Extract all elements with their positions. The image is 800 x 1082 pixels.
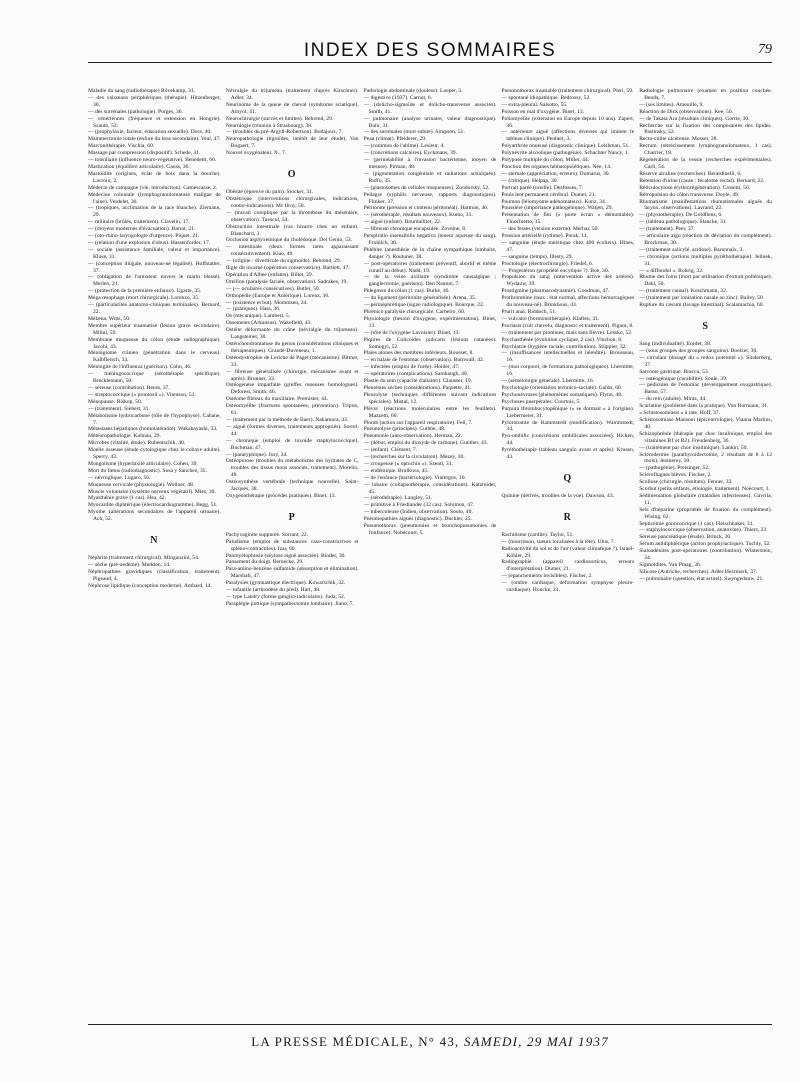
index-entry: — (traitement causal). Koschmann, 32. [639, 288, 728, 295]
page-footer [88, 1024, 772, 1064]
index-entry: — (traitement). Peer, 37. [639, 226, 695, 233]
index-entry: Microbes (vitalité, étude). Rubentschik, 40. [88, 440, 186, 447]
index-entry: Neurinome de la queue de cheval (syndrome sciatique). Amyot, 41. [225, 101, 359, 115]
index-entry: Poisson en mal d'oxygène. Binet, 13. [501, 108, 585, 115]
index-entry: Ostéome fibreux du maxillaire. Premister, 44. [225, 396, 329, 403]
index-entry: — (plastosomes de cellules muqueuses). Zoodorsky, 52. [363, 184, 490, 191]
index-entry: Ménopause. Biskop, 50. [88, 398, 143, 405]
index-entry: Myome (altérations secondaires de l'appareil urinaire). Ach, 52. [88, 509, 221, 523]
index-entry: Plomb (action sur l'appareil respiratoire). Feil, 7. [363, 419, 473, 426]
index-entry: — opératoires (complications). Sambaugh, 48. [363, 371, 469, 378]
index-entry: — lobaire (collapsothérapie, considérations). Katzreider, 45. [363, 481, 497, 495]
index-entry: Opération d'Albee (enfants). Billet, 39. [225, 271, 314, 278]
index-entry: Néphrite (traitement chirurgical). Minganzini, 54. [88, 555, 200, 562]
index-entry: — (troubles du pré-Argyll-Robertson). Budajoux, 7. [225, 129, 343, 136]
index-entry: Schizophrénie (thérapie par choc insulinique, emploi des vitamines B1 et B2). Freudenberg, 36. [639, 430, 772, 444]
index-entry: Œgle dit incarné (opération conservatrice). Bartlett, 47. [225, 265, 350, 272]
index-entry: Recherche sur la fixation des composantes des lipides. Pastinsky, 52. [639, 122, 772, 136]
index-entry: Muqueuse cervicale (physiologie). Wollner, 48. [88, 481, 195, 488]
index-entry: — (oto-rhino-laryngologie d'urgence). Piquet, 21. [88, 233, 200, 240]
index-entry: Ponction des organes hématopoïétiques. Née, 14. [501, 163, 612, 170]
index-entry: — périnéphrétique (signe radiologique). Bourque, 22. [363, 302, 485, 309]
index-entry: Schistosomiase Mansoni (épicentrologie). Vianna Martins, 40. [639, 416, 772, 430]
index-entry: — (conception illogale, nouveau-né légalisé). Hoffstatter, 37. [88, 260, 221, 274]
index-entry: — des fesses (version externe). Merhar, 50. [501, 226, 599, 233]
issue-date: SAMEDI, 29 MAI 1937 [463, 1034, 609, 1049]
index-entry: — (insuffisances intellectuelles et hérédité). Brousseau, 16. [501, 350, 635, 364]
index-entry: — sternale (appréciation, erreurs). Domarus, 30. [501, 170, 610, 177]
section-letter: Q [563, 472, 573, 484]
index-entry: — du rein (adulte). Mintz, 44. [639, 396, 707, 403]
index-entry: — (relation d'une explosion d'obus). Hassenforder, 17. [88, 239, 211, 246]
index-entry: Mastoïdite (origines, éclat de bois dans la bouche). Lacroix, 2. [88, 170, 221, 184]
index-entry: Pneumolyse (principes). Cuthbe, 48. [363, 426, 446, 433]
index-entry: — (paratyphique). Jury, 34. [225, 451, 288, 458]
index-entry: Sels d'héparine (propriétés de fixation du complément). Wising, 62. [639, 506, 772, 520]
index-column [88, 88, 221, 1012]
index-entry: — des surrénales (mort subite). Simpson, 51. [363, 129, 465, 136]
index-entry: — (physiothérapie). De Goldfiens, 6. [639, 212, 723, 219]
index-entry: — de la veine axillaire (syndrome causalgique ; ganglectomie, guérison). Den Nauton, 7. [363, 274, 497, 288]
index-entry: Ostéogenèse imparfaite (greffes osseuses homologues). Deforest, Smith, 46. [225, 382, 359, 396]
index-entry: — vénériennes (fréquence et extension en Hongrie). Szanto, 52. [88, 115, 221, 129]
index-entry: — sanguine (étude statistique chez 400 écoliers). Hines, 47. [501, 239, 635, 253]
index-entry: Rétropulsion du côlon transverse. Doyle, 49. [639, 191, 740, 198]
index-entry: Radiographie (appareil cardiosorticus, erreurs d'interprétation). Dumer, 21. [501, 559, 635, 573]
index-entry: — aiguë (enfant). Bourdaillier, 22. [363, 219, 442, 226]
index-entry: Médecine coloniale (lymphogranulomatose maligne de l'aine). Verdelet, 30. [88, 191, 221, 205]
index-entry: — (prophylaxie, facteur, éducation sexuelle). Dora, 40. [88, 129, 212, 136]
index-entry: Mammectomie totale (enfure du bras secondaire). Veal, 47. [88, 136, 221, 143]
index-entry: Purpura thrombocytopénique (« se dormait » à l'origine). Liebermeier, 31. [501, 405, 635, 419]
index-entry: Plèvre (réactions moléculaires entre les feuillets). Mazzetti, 60. [363, 405, 497, 419]
index-entry: Scoliose (chirurgie, résultats). Fenner, 33. [639, 479, 733, 486]
index-entry: — sanguine (temps). Illesty, 29. [501, 253, 573, 260]
index-entry: Pneumopathies aiguës (diagnostic). Duckler, 25. [363, 516, 472, 523]
index-column [639, 88, 772, 1012]
index-entry: — streptococcique (« prontosil »). Vitenson, 51. [88, 391, 196, 398]
index-entry: — « diffondol ». Rohrig, 32. [639, 267, 704, 274]
index-entry: Nouvel oxygénateur. X., 7. [225, 150, 287, 157]
index-entry: Néphrose lipidique (conception moderne). Ambard, 14. [88, 582, 212, 589]
index-entry: Perspiratio insensibilis negativa (teneur aqueuse du sang). Frohlich, 36. [363, 233, 497, 246]
index-entry: — primitive à Friedlander (32 cas). Solomon, 47. [363, 502, 475, 509]
index-entry: — des surrénales (pathologie). Porges, 36. [88, 108, 183, 115]
index-entry: — (pathogénie). Preisinger, 52. [639, 465, 710, 472]
index-entry: Peau (climat). Pfeiderer, 29. [363, 136, 427, 143]
index-entry: — (traitement). Siebert, 31. [88, 405, 150, 412]
index-entry: — névroglique. Lugaro, 56. [88, 474, 151, 481]
index-entry: — (protection de la première enfance). Ugarte, 35. [88, 288, 202, 295]
index-entry: Polynévrite alcoolique (pathogénie). Schachter Nancy, 1. [501, 150, 630, 157]
index-entry: Psychiatrie (hygiène raciale, contribution). Stüppler, 32. [501, 343, 627, 350]
index-entry: — ostéogénique (curabilité). Soule, 39. [639, 375, 728, 382]
index-entry: Membre supérieur traumatisé (lésion grave secondaire). Millul, 59. [88, 322, 221, 336]
index-entry: — sèche (pré-oedème). Merklen, 14. [88, 562, 171, 568]
index-entry: Pression artérielle (rythme). Porak, 11. [501, 233, 589, 240]
section-letter: R [563, 511, 572, 523]
index-entry: Réticulocytose érythrorégénération). Crosetti, 56. [639, 184, 751, 191]
index-entry: Prostigmine (pharmacodynamie). Goodman, 47. [501, 288, 610, 295]
index-entry: Occlusion asphyxemique du cholédoque. Del Genio, 53. [225, 237, 353, 244]
index-entry: Oxygénothérapie (procédés pratiques). Binet, 13. [225, 492, 336, 499]
index-entry: Piqûres de Culicoides pulicaris (lésions cutanées). Somogyi, 52. [363, 336, 497, 350]
index-entry: Sang (individualité). Eordet, 38. [639, 341, 712, 347]
index-entry: Sigmoïdites. Van Praag, 36. [639, 562, 702, 568]
index-entry: — chronique (emploi de toxoïde staphylococcique). Buchman, 47. [225, 437, 359, 451]
index-entry: Plaies atones des membres inférieurs. Rousset, 8. [363, 350, 474, 357]
index-entry: — méningococcique (sérothérapie spécifique). Brecklemann, 50. [88, 371, 221, 385]
index-entry: — intestinale (deux formes rares apparaissant consécutivement). Kiao, 49. [225, 244, 359, 258]
page-title: INDEX DES SOMMAIRES [303, 40, 557, 61]
index-entry: Rhumatisme (manifestations rhumatismales aiguës du larynx, observations). Lavrand, 22. [639, 198, 772, 212]
index-entry: Pyo-ombilic (concrétions ombilicales associées). Hicken, 44. [501, 433, 635, 447]
index-entry: — (tropiques, acclimation de la race blanche). Ziemann, 29. [88, 205, 221, 219]
index-entry: — du ligament (péritonite généralisée). Arena, 35. [363, 295, 477, 302]
index-entry: — infantile (arthrodèse du pied). Hart, 48. [225, 587, 321, 594]
index-entry: — en balaie de l'estomac (observation). Burnwall, 42. [363, 357, 485, 364]
index-entry: Os (mécanique). Lambert, 5. [225, 313, 291, 320]
index-entry: Recto-colite ulcéreuse. Mosser, 28. [639, 136, 718, 143]
index-entry: Plastie du sein (capacité d'allaiter). Glausser, 19. [363, 378, 473, 385]
index-entry: — (existence et but). Mommsen, 24. [225, 299, 308, 306]
index-entry: Psychasthénie (évolution cyclique, 2 cas). Vinchon, 8. [501, 336, 623, 343]
index-entry: Oreillon (paralysie faciale, observation). Sadrakes, 19. [225, 278, 348, 285]
index-entry: Myocardite diphtérique (électrocardiogramme). Begg, 51. [88, 502, 218, 509]
index-entry: — fibreuse généralisée (chirurgie, mécanisme avant et après). Brunner, 33. [225, 368, 359, 382]
index-entry: — antérieure aiguë (affections diverses qui imitent le tableau clinique). Penhert, 3. [501, 129, 635, 143]
index-entry: Maladie du sang (radiothérapie) Rövekamp, 31. [88, 88, 196, 94]
index-entry: Pyréthothérapie (tableau sanguin avant et après). Krusen, 43. [501, 447, 635, 461]
index-entry: Poussière (importance pathogénique). Watjen, 29. [501, 205, 613, 212]
journal-issue: LA PRESSE MÉDICALE, N° 43, [251, 1034, 460, 1049]
index-entry: Ostéoporose (troubles du métabolisme des hydrates de C, troubles des tissus mous associés, traitement). Morelio, 48. [225, 458, 359, 479]
index-entry: Psoriasis (cuir chevelu, diagnostic et traitement). Pignot, 8. [501, 322, 634, 329]
index-column [364, 88, 497, 1012]
index-entry: Mélæna. Witts, 50. [88, 315, 131, 322]
index-entry: Moelle osseuse (étude cytologique chez le cobaye adulte). Sperry, 43. [88, 447, 221, 461]
index-entry: Para-amino-benzène sulfamide (absorption et élimination). Marshall, 47. [225, 566, 359, 580]
index-entry: Rachitisme (cardite). Taylor, 51. [501, 531, 574, 538]
footer-rule [88, 1024, 772, 1025]
index-entry: Présentation de fîm (« porte écran » démontable). Finochietto, 35. [501, 212, 635, 226]
index-entry: Ostéite déformante du crâne (névralgie du trijumeau). Langsteiner, 30. [225, 327, 359, 341]
index-entry: Sédimentation globulaire (maladies infectieuses). Gavrila, 11. [639, 492, 772, 506]
index-entry: Ostéomyélite (fractures spontanées, prévention). Tripon, 61. [225, 403, 359, 417]
index-entry: Séreuse pancréatique (étude). Brinck, 30. [639, 534, 732, 541]
index-entry: — type Landry (forme ganglio-radiculaire). Juda, 52. [225, 594, 346, 600]
index-entry: — (rôle de l'oxygène Lavoisier). Binet, 13. [363, 329, 460, 336]
index-entry: Septicémie gonococcique (1 cas). Fleischhaker, 31. [639, 520, 754, 527]
index-entry: Pellagre (syphilis nerveuse, rapports diagnostiques). Flinker, 37. [363, 191, 497, 205]
index-entry: — aiguë (formes diverses, traitements appropriés). Sorrel, 44. [225, 423, 359, 437]
index-entry: — (commun de l'abîme). Lesieur, 4. [363, 143, 445, 150]
index-entry: Métastases hépatiques (homolatéralité). Wakabayashi, 33. [88, 426, 218, 433]
index-entry: Méga œsophage (mort chirurgicale). Lorenzo, 35. [88, 295, 200, 302]
index-entry: Rectum (rétrécissement lymphogranulomateux, 1 cas). Charrier, 18. [639, 143, 772, 157]
index-entry: Scléroflugues blèves. Fischer, 2. [639, 472, 712, 479]
index-entry: — (nourrisson, sueurs localisées à la tête). Ulus, 7. [501, 538, 616, 545]
index-entry: — Progestéron (propriété eucytique ?). Boe, 30. [501, 267, 610, 274]
index-entry: Muscle volontaire (système nerveux végétatif). Mies, 30. [88, 488, 216, 495]
index-entry: Radioactivité du sol et de l'air (valeur climatique ?). Israel-Köhler, 29. [501, 545, 635, 559]
index-entry: Phrénico paralysie chirurgicale. Carbeiro, 60. [363, 309, 466, 315]
index-entry: — digestive (1937). Carnot, 6. [363, 94, 433, 101]
index-entry: Physiologie (besoin d'oxygène, expérimentation). Binet, 13. [363, 315, 497, 329]
index-entry: — (séméiologie générale). Lhermitte, 16. [501, 378, 595, 385]
index-entry: — des vaisseaux périphériques (thérapie). Hitzenberger, 30. [88, 94, 221, 108]
index-entry: Péritonite (pression et contenu péritonéal). Harmon, 46. [363, 205, 489, 212]
index-entry: — (sérothérapie). Langley, 51. [363, 495, 433, 502]
section-letter: N [150, 535, 159, 547]
index-entry: — fibreuse chronique encapsulée. Zoveine, 8. [363, 226, 467, 233]
index-entry: Ostéodystrophie de Leriche de Paget (mécanisme). Bittner, 33. [225, 354, 359, 368]
index-entry: Néphropathies gravidiques (classification, traitement). Pigeaud, 4. [88, 568, 221, 582]
index-entry: — (tableau pathologique). Slancke, 31. [639, 219, 727, 226]
header-rule [88, 62, 772, 63]
index-entry: — (moyens modernes d'évacuation). Barrat, 21. [88, 226, 196, 233]
index-entry: Médecin de campagne (vie, introduction). Camescasse, 2. [88, 184, 218, 191]
index-entry: Rhume des foins (mort par utilisation d'extrait pollénique). Dahl, 50. [639, 274, 772, 288]
index-entry: Quinine (dérivés, troubles de la vue). Dawson, 43. [501, 492, 615, 499]
index-entry: — pédicules de l'estomac (développement exogastrique). Basso, 57. [639, 382, 772, 396]
index-entry: Massage par compression (dispositif). Schede, 31. [88, 150, 201, 157]
index-entry: Neurochirurgie (succès et limites). Behrend, 29. [225, 115, 334, 122]
index-entry: — (traitement par la méthode de Baer). Nakamura, 33. [225, 416, 349, 423]
index-entry: Orthopédie (Europe et Amérique). Lorenz, 36. [225, 292, 330, 299]
index-entry: — (pratiques). Hass, 36. [225, 306, 281, 313]
index-entry: — infectées (emploi de l'urée). Holder, 47. [363, 364, 460, 371]
page-header [88, 18, 772, 68]
index-entry: Pneumothorax insatiable (traitement chirurgical). Pieri, 59. [501, 88, 634, 94]
index-entry: — spontané idiopathique. Bedrossy, 52. [501, 94, 591, 101]
index-entry: — (perméabilité à l'invasion bactérienne, moyen de mesure). Pirman, 48. [363, 157, 497, 170]
index-entry: Propulsion du sang (intervention active des artères). Wydauw, 39. [501, 274, 635, 288]
index-entry: Mastication (équilibre articulaire). Gaoss, 36. [88, 163, 190, 170]
index-entry: — (sous groupes des groupes sanguins). Boelzer, 30. [639, 347, 758, 354]
index-entry: — chronique (actions multiples pyréthothérapie). Jelinek, 31. [639, 253, 772, 267]
index-entry: Polyarthrite noueuse (diagnostic clinique). Leishman, 51. [501, 143, 630, 150]
index-entry: Sialoadénites post-opératoires (contribution). Winterstein, 34. [639, 548, 772, 562]
index-entry: — circulant (dosage du « redox potentiel »). Sinderberg, 37. [639, 354, 772, 368]
index-entry: — (origine : diverticule du sigmoïde). Behrend, 29. [225, 258, 342, 265]
index-entry: Portrait paréé (oreille). Desfosses, 7. [501, 184, 584, 191]
index-entry: Névralgie du trijumeau (traitement d'après Kirschner). Adler, 34. [225, 88, 359, 101]
index-entry: « Schistosomiasis » à rate. Hoff, 37. [639, 410, 721, 417]
index-entry: — (sérothérapie, résultats nouveaux). Kumo, 31. [363, 212, 473, 219]
index-entry: Pathologie abdominale (douleur). Loeper, 3. [363, 88, 463, 94]
index-entry: — (dolicho-sigmoïde et dolicho-transverse associés). Smith, 41. [363, 101, 497, 115]
index-entry: Pylorotomie de Rammstedt (modification). Wammstedt, 34. [501, 419, 635, 433]
index-entry: Neurologie (réunion à Strasbourg). 38. [225, 122, 313, 129]
index-entry: — (concrétions calcaires). Eyckmans, 39. [363, 150, 457, 157]
index-entry: Paralysies (gymnastique électrique). Kowarschik, 32. [225, 580, 346, 587]
index-entry: — de l'enfance (bactériologie). Vintergov, 10. [363, 474, 466, 481]
index-entry: Météoropathologie. Kuhnau, 29. [88, 433, 161, 440]
index-entry: — de Takata Ara (résultats cliniques). Gorrie, 30. [639, 115, 750, 122]
index-entry: — pulmonaire (analyse urinaire, valeur diagnostique). Buhr, 31. [363, 115, 497, 129]
index-entry: — séreuse (contribution). Reuss, 37. [88, 384, 170, 391]
index-entry: Régénération de la vessie (recherches expérimentales). Carli, 54. [639, 157, 772, 170]
index-entry: Pouls lent permanent cérébral. Dumer, 21. [501, 191, 596, 198]
index-entry: Prurit anal. Riddoch, 51. [501, 309, 557, 315]
index-entry: — staphylococcique (observation, anatoxine). Thiers, 23. [639, 527, 768, 534]
index-entry: Obésité (épreuve du pain). Stocker, 31. [225, 189, 314, 196]
index-entry: Ostéosynthèse vertébrale (technique nouvelle). Saint-Jacques, 38. [225, 479, 359, 493]
index-entry: — (obligation de l'armateur envers le marin blessé). Merlen, 21. [88, 274, 221, 288]
footer-line [88, 1034, 772, 1050]
index-entry: Polypose multiple du côlon. Miller, 44. [501, 157, 590, 164]
index-entry: — (traitement par ionisation nasale au zinc). Bailey, 50. [639, 295, 765, 302]
section-letter: O [287, 169, 297, 181]
index-entry: Radiologie pulmonaire (examen en position couchée. Benda, 7. [639, 88, 772, 101]
index-entry: — (— oculaires consécutives). Butler, 50. [225, 285, 321, 292]
index-column [226, 88, 359, 1012]
index-entry: Réserve alcaline (recherches). Berardinelli, 6. [639, 170, 742, 177]
index-entry: — tonsillaire (influence neuro-végétative). Benedetti, 60. [88, 157, 217, 164]
index-entry: — endémique. Brullowa, 45. [363, 467, 429, 474]
index-entry: — (critique). Helpap, 30. [501, 177, 558, 184]
index-entry: Proctologie (électrochirurgie). Friedel, 6. [501, 260, 594, 267]
index-entry: Phlébite (anesthésie de la chaîne sympathique lombaire, danger ?). Routuner, 38. [363, 246, 497, 260]
index-entry: — militaire (brûlés, traitement). Clavelin, 17. [88, 219, 190, 226]
index-entry: Pleurésies sèches (considérations). Paquette, 41. [363, 384, 472, 391]
index-entry: — sociale (assistance familiale, valeur et importance). Klose, 31. [88, 246, 221, 260]
index-entry: — (traitement par choc insulinique). Lankin, 50. [639, 444, 748, 451]
index-entry: — articulaire aigu (réaction de déviation du complément). Brockman, 30. [639, 233, 772, 246]
index-entry: — pulmonaire (question, état actuel). Swyngedauw, 21. [639, 575, 764, 582]
index-entry: Scarlatine (problème dans la pratique). Von Bormann, 31. [639, 403, 769, 410]
index-entry: Sclérodermie (parathyroïdectomie, 2 résultats de 8 à 12 mois). Jenmerey, 10. [639, 451, 772, 465]
index-entry: — (épanchements invisibles). Fischer, 2. [501, 573, 593, 580]
index-entry: Mongolisme (hyperlaxité articulaire). Cohen, 39. [88, 460, 198, 467]
index-entry: Réaction de Dick (observations). Kee, 50. [639, 108, 734, 115]
index-entry: — tuberculeuse (Indien, observation). Souto, 40. [363, 509, 473, 516]
index-entry: Sarcome gastrique. Braccu, 53. [639, 368, 710, 375]
index-entry: — (début, emploi du dioxyde de carbone). Gunther, 43. [363, 440, 488, 447]
index-columns [88, 88, 772, 1012]
index-entry: — (enfant). Clément, 7. [363, 447, 418, 454]
index-entry: — (traitement par protéines, mais sans fièvre). Lessko, 52. [501, 329, 633, 336]
index-entry: — (recherches sur la circulation). Mezey, 30. [363, 454, 465, 461]
index-entry: Méningite de l'influenza (guérison). Cohn, 46. [88, 364, 192, 371]
index-entry: Obstétrique (interventions chirurgicales, indications, contre-indications). Mc Ilroy, 50. [225, 195, 359, 209]
section-letter: S [702, 321, 709, 332]
index-entry: Ossements (Arkansus). Wakefield, 43. [225, 320, 312, 327]
index-entry: — (traitement salicylé, acidose). Baronnaix, 3. [639, 246, 744, 253]
index-entry: — (particularités anatomo-cliniques terminales). Bernard, 22. [88, 302, 221, 315]
index-entry: Pneumonie (auto-observation). Herman, 22. [363, 433, 463, 440]
index-entry: Panmyélophtisie (séylose aiguë associée). Binder, 30. [225, 552, 346, 559]
index-entry: — post-opératoires (traitement préventif, abortif et même curatif au début). Nadd, 19. [363, 260, 497, 274]
index-entry: — (travail compliqué par la thrombose du mésentère, observation). Tuescol, 54. [225, 209, 359, 223]
index-entry: Psychoses puerpérales. Courtois, 5. [501, 398, 581, 405]
index-entry: Marconithérapie. Vischia, 60. [88, 143, 155, 150]
index-entry: — vulvaire (hormonothérapie). Klaften, 31. [501, 315, 600, 322]
section-letter: P [288, 511, 296, 523]
index-entry: Paraplégie pottique (sympathectomie lombaire). Jiano, 7. [225, 600, 354, 607]
index-entry: Pachyvaginite suppurée. Sorrant, 22. [225, 531, 309, 538]
index-entry: Scorbut (petits enfants, étiologie, traitement). Noëcourt, 3. [639, 486, 770, 493]
index-entry: Pansement du doigt. Bernecke, 29. [225, 559, 304, 566]
index-entry: Sérum antidiphtérique (action prophylactique). Tuchly, 52. [639, 541, 771, 548]
index-column [501, 88, 634, 1012]
index-entry: — croupeuse (« optochin »). Szenti, 31. [363, 460, 453, 467]
index-entry: Paludisme (emploi de substances vaso-constrictives et spléno-contractiles). Izar, 60. [225, 538, 359, 552]
index-entry: — extra-pleural. Salsotto, 55. [501, 101, 568, 108]
index-entry: Mort du fœtus (radiodiagnostic). Sosa y Sanchez, 35. [88, 467, 208, 474]
index-entry: Métabolisme hydrocarboné (rôle de l'hypophyse). Cahane, 7. [88, 412, 221, 426]
index-entry: Prothrombine (taux : état normal, affections hémorragiques du nouveau-né). Brinkhous, 43. [501, 295, 635, 309]
index-entry: Ostéochondromatose du genou (considérations cliniques et thérapeutiques). Grande-Duveneau, 1. [225, 341, 359, 354]
index-entry: Psychologie (orientation technico-sociale). Galdo, 60. [501, 384, 623, 391]
index-entry: Psychonévroses (phénomènes somatiques). Flynn, 48. [501, 391, 623, 398]
index-entry: Silicose (Autriche, recherches). Adler Herzmark, 37. [639, 568, 758, 575]
index-entry: Poumon (léiomyome adénomateux). Kunz, 34. [501, 198, 607, 205]
index-entry: Pleurolyse (techniques différentes suivant indications spéciales). Mistal, 12. [363, 391, 497, 405]
index-entry: — (pigmentation congénitale et radiations actiniques). Ruffo, 35. [363, 170, 497, 184]
index-entry: Neuropathologie (tigroïdes, intérêt de leur étude). Van Bogaert, 7. [225, 136, 359, 150]
index-entry: Phlegmon du côlon (1 cas). Burke, 46. [363, 288, 450, 295]
index-entry: Rupture du cæcum (lavage intestinal). Scalamachia, 60. [639, 302, 764, 309]
index-entry: Myasthénie grave (1 cas). Hsu, 42. [88, 495, 166, 502]
index-entry: Obstruction intestinale (cas bizarre chez un enfant). Blanchard, 3. [225, 223, 359, 237]
page-number: 79 [758, 42, 772, 57]
index-entry: Pneumothorax (pneumonies et bronchopneumonies de l'enfance). Nobécourt, 5. [363, 523, 497, 536]
index-entry: Rétention d'urine (cause : fécalome rectal). Bernard, 22. [639, 177, 765, 184]
index-entry: — (ombre cardiaque, déformation symphyse pleuro-cardiaque). Houcke, 21. [501, 580, 635, 594]
index-entry: Membrane muqueuse du côlon (étude radiographique). Jacobi, 43. [88, 336, 221, 350]
index-entry: Méningiome crânien (pénétration dans le cerveau). Kalbfleisch, 33. [88, 350, 221, 364]
index-entry: — (moi corporel, de formations pathologiques). Lhermitte, 16. [501, 364, 635, 378]
index-entry: Poliomyélite (extension en Europe depuis 10 ans). Zapert, 36. [501, 115, 635, 129]
index-entry: — (ses limites). Ameuille, 9. [639, 101, 704, 108]
